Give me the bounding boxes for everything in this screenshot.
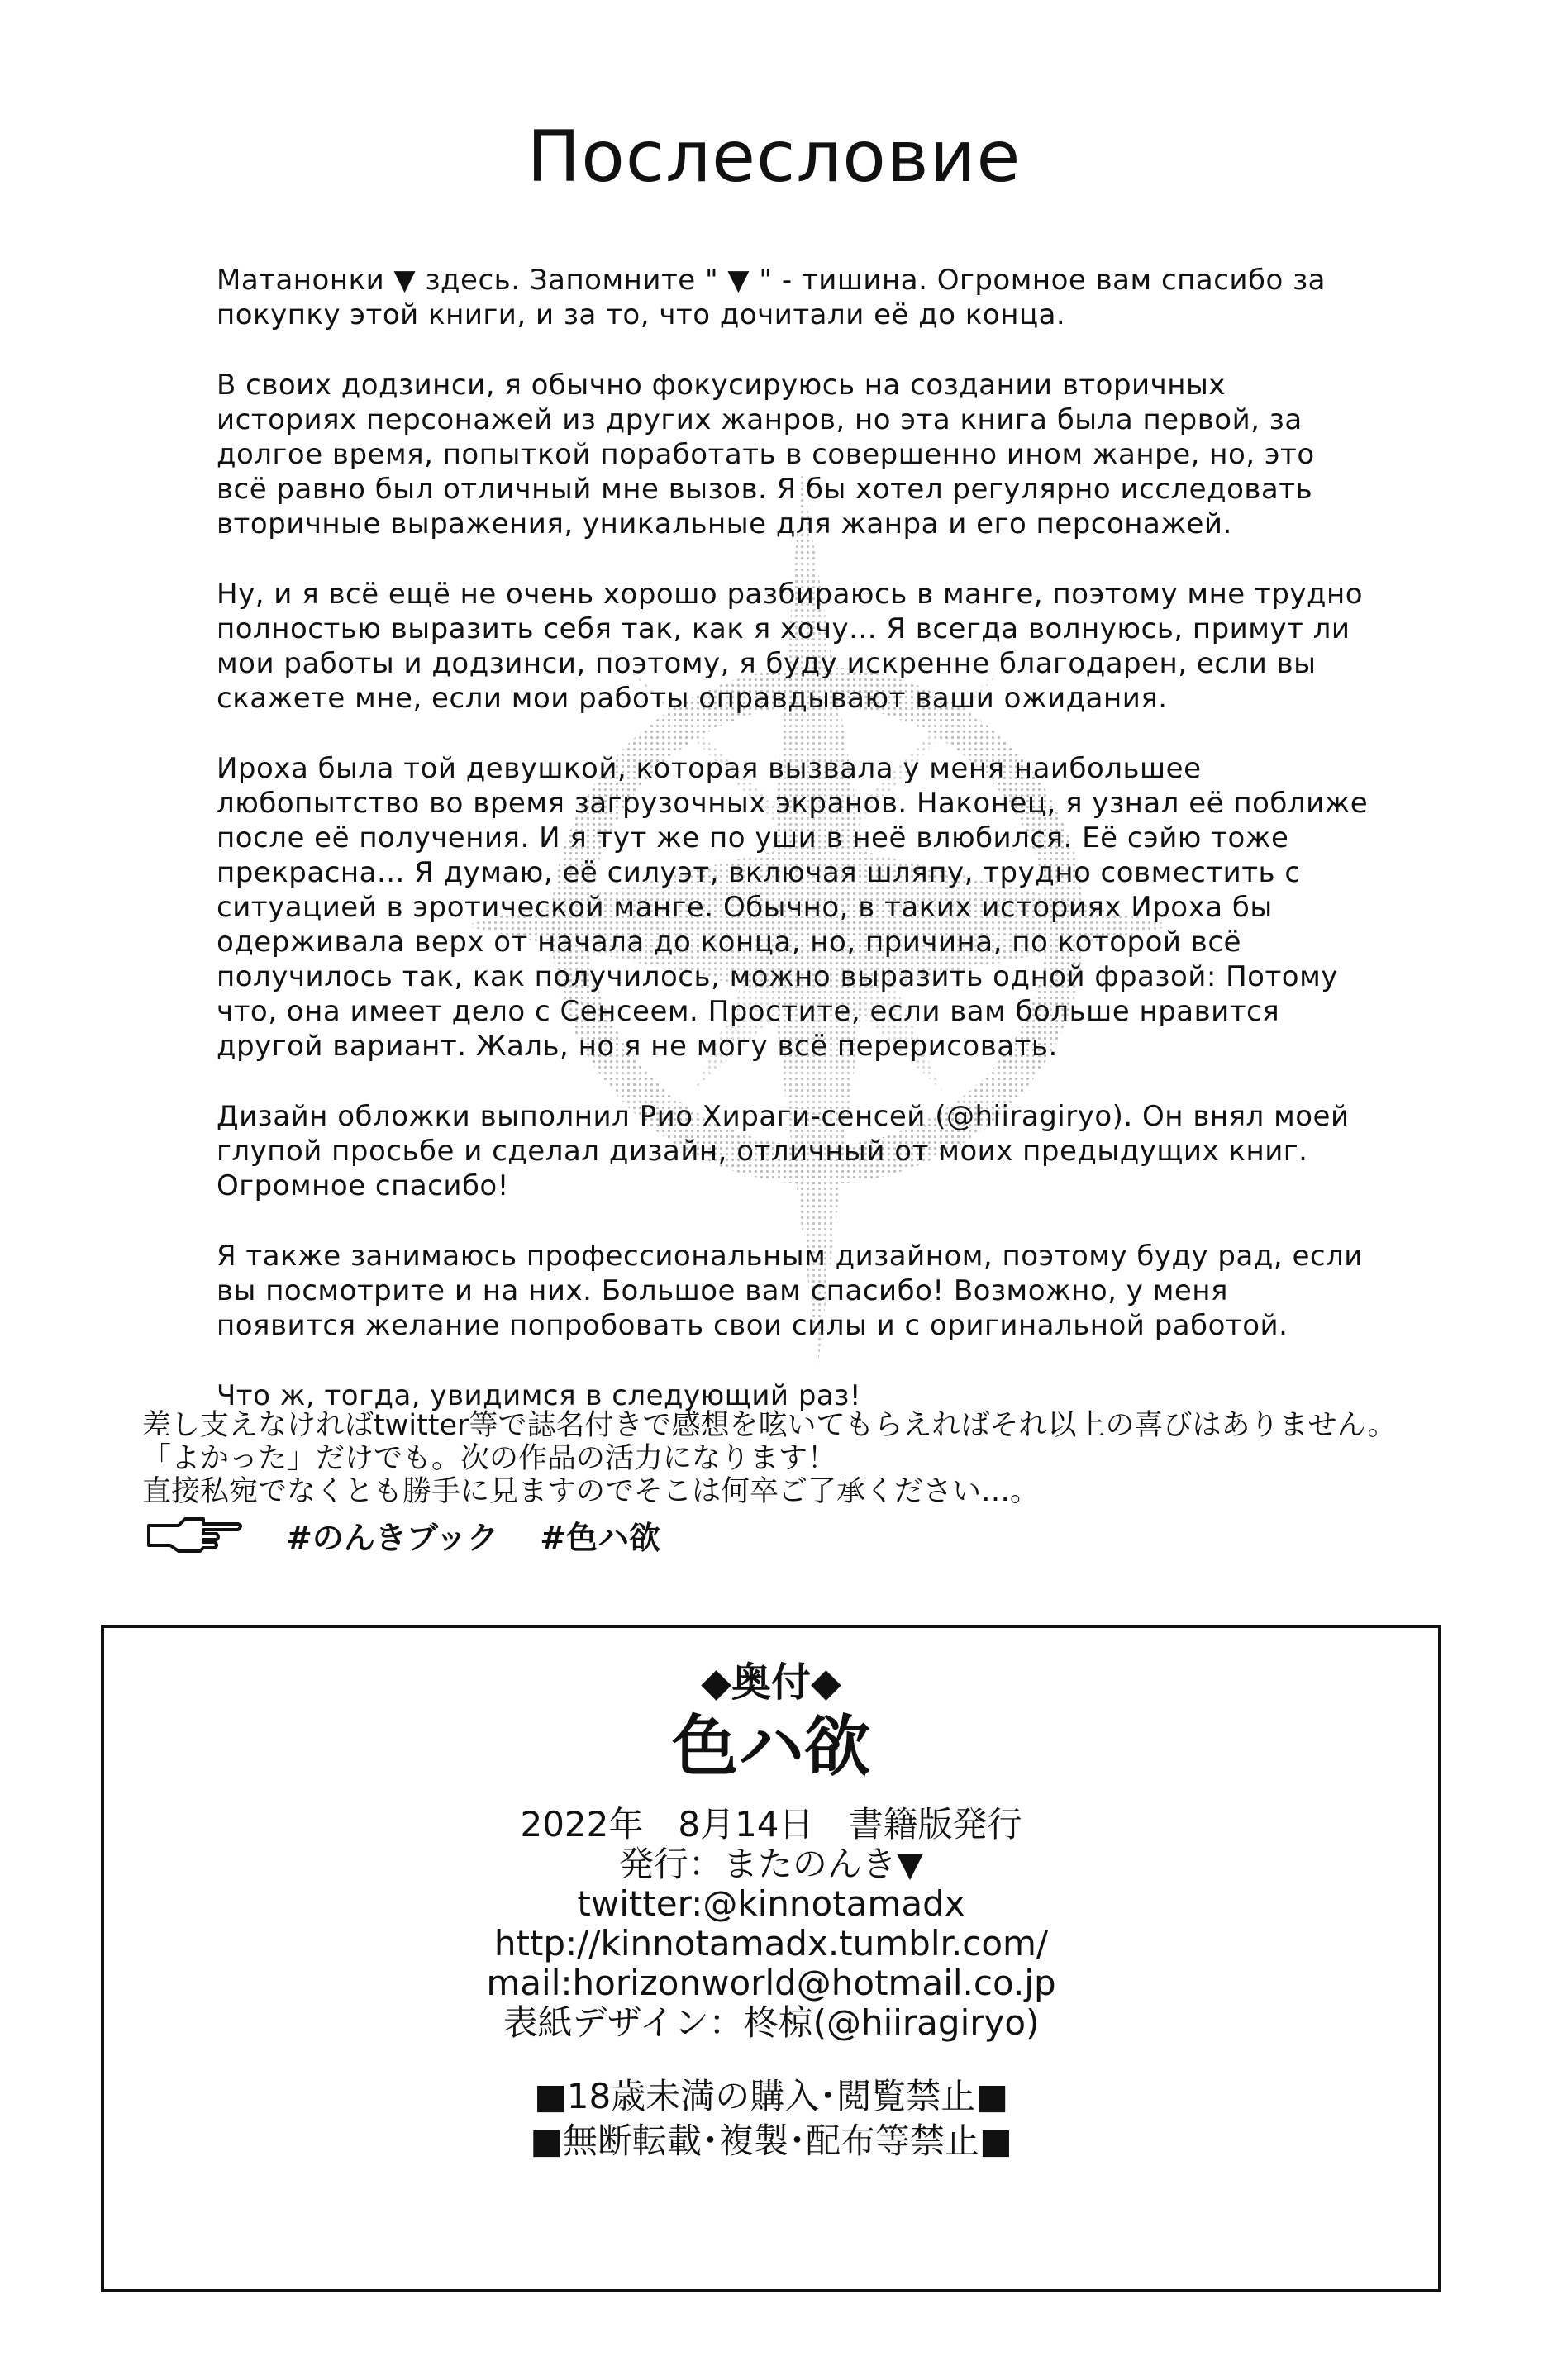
book-title: 色ハ欲 [672, 1708, 870, 1785]
note-line: 差し支えなければtwitter等で誌名付きで感想を呟いてもらえればそれ以上の喜びはありません。 [142, 1409, 1397, 1442]
afterword-paragraph: В своих додзинси, я обычно фокусируюсь на создании вторичных историях персонажей из других жанров, но эта книга была первой, за долгое время, попыткой поработать в совершенно ином жанре, но, это всё равно был отличный мне вызов. Я бы хотел регулярно исследовать вторичные выражения, уникальные для жанра и его персонажей. [217, 369, 1315, 540]
page-title: Послесловие [526, 116, 1022, 198]
info-line: http://kinnotamadx.tumblr.com/ [493, 1923, 1049, 1963]
restriction-line: ■18歳未満の購入･閲覧禁止■ [534, 2076, 1008, 2116]
afterword-text [217, 263, 1374, 1449]
afterword-paragraph: Дизайн обложки выполнил Рио Хираги-сенсей (@hiiragiryo). Он внял моей глупой просьбе и сделал дизайн, отличный от моих предыдущих книг. Огромное спасибо! [217, 1100, 1350, 1202]
hashtag-row [145, 1514, 660, 1555]
afterword-paragraph: Матанонки ▼ здесь. Запомните " ▼ " - тишина. Огромное вам спасибо за покупку этой книги, и за то, что дочитали её до конца. [217, 264, 1326, 331]
info-line: mail:horizonworld@hotmail.co.jp [486, 1963, 1056, 2003]
info-line: 2022年 8月14日 書籍版発行 [520, 1804, 1022, 1844]
restriction-notices [104, 2074, 1438, 2163]
hashtag: #のんきブック [286, 1519, 499, 1556]
feedback-note [142, 1409, 1481, 1508]
note-line: 直接私宛でなくとも勝手に見ますのでそこは何卒ご了承ください…。 [142, 1475, 1040, 1508]
info-line: twitter:@kinnotamadx [577, 1883, 965, 1924]
afterword-paragraph: Я также занимаюсь профессиональным дизайном, поэтому буду рад, если вы посмотрите и на них. Большое вам спасибо! Возможно, у меня появится желание попробовать свои силы и с оригинальной работой. [217, 1240, 1363, 1342]
publication-info [104, 1805, 1438, 2043]
colophon-heading: ◆奥付◆ [701, 1659, 841, 1706]
pointing-hand-icon [145, 1514, 245, 1555]
hashtag: #色ハ欲 [540, 1519, 661, 1556]
afterword-paragraph: Ироха была той девушкой, которая вызвала у меня наибольшее любопытство во время загрузочных экранов. Наконец, я узнал её поближе после её получения. И я тут же по уши в неё влюбился. Её сэйю тоже прекрасна... Я думаю, её силуэт, включая шляпу, трудно совместить с ситуацией в эротической манге. Обычно, в таких историях Ироха бы одерживала верх от начала до конца, но, причина, по которой всё получилось так, как получилось, можно выразить одной фразой: Потому что, она имеет дело с Сенсеем. Простите, если вам больше нравится другой вариант. Жаль, но я не могу всё перерисовать. [217, 752, 1369, 1063]
info-line: 発行：またのんき▼ [618, 1844, 924, 1884]
restriction-line: ■無断転載･複製･配布等禁止■ [530, 2121, 1012, 2161]
colophon-box [101, 1625, 1441, 2292]
afterword-paragraph: Ну, и я всё ещё не очень хорошо разбираюсь в манге, поэтому мне трудно полностью выразить себя так, как я хочу... Я всегда волнуюсь, примут ли мои работы и додзинси, поэтому, я буду искренне благодарен, если вы скажете мне, если мои работы оправдывают ваши ожидания. [217, 578, 1364, 715]
info-line: 表紙デザイン：柊椋(@hiiragiryo) [503, 2002, 1040, 2043]
note-line: 「よかった」だけでも。次の作品の活力になります！ [142, 1442, 837, 1475]
afterword-paragraph: Что ж, тогда, увидимся в следующий раз! [217, 1379, 861, 1412]
